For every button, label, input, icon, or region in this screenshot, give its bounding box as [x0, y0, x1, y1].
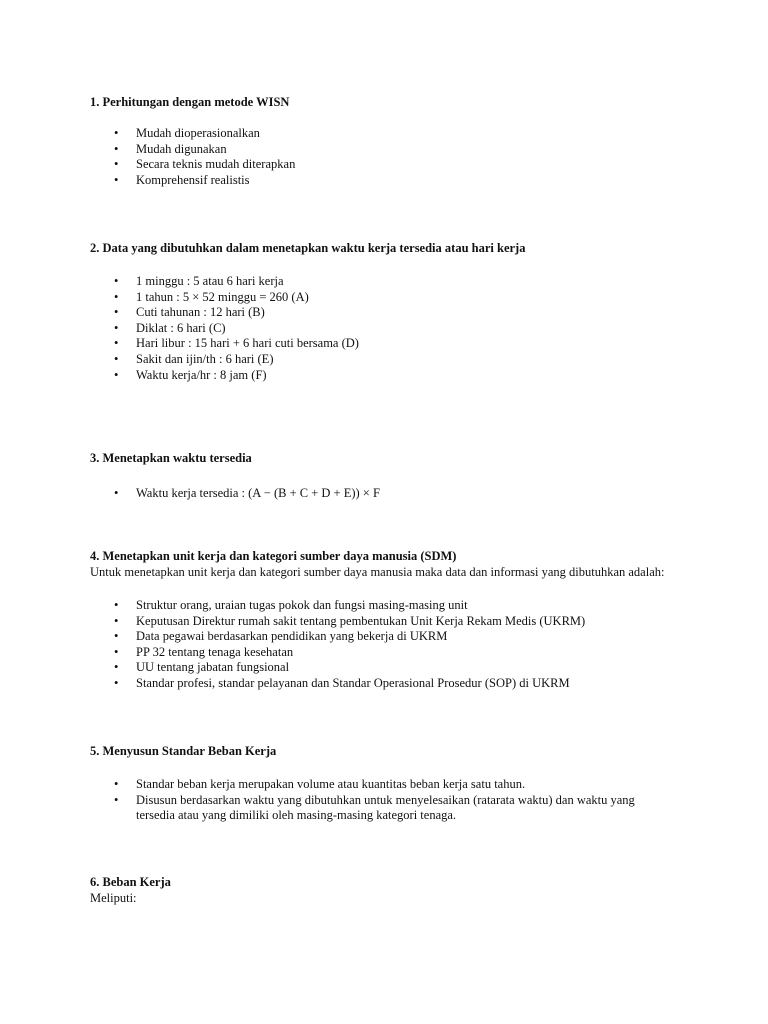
bullet-list	[114, 598, 714, 692]
bullet-icon: •	[114, 613, 119, 628]
bullet-icon: •	[114, 486, 119, 500]
section-heading: 2. Data yang dibutuhkan dalam menetapkan waktu kerja tersedia atau hari kerja	[90, 241, 526, 255]
bullet-list	[114, 486, 714, 502]
section-intro: Untuk menetapkan unit kerja dan kategori sumber daya manusia maka data dan informasi yang dibutuhkan adalah:	[90, 565, 665, 579]
list-item: • PP 32 tentang tenaga kesehatan	[114, 644, 294, 659]
list-item: • Standar profesi, standar pelayanan dan Standar Operasional Prosedur (SOP) di UKRM	[114, 675, 570, 690]
bullet-icon: •	[114, 157, 119, 172]
bullet-icon: •	[114, 792, 119, 807]
list-item: • Komprehensif realistis	[114, 172, 250, 187]
bullet-icon: •	[114, 351, 119, 366]
section-heading: 6. Beban Kerja	[90, 875, 171, 889]
bullet-icon: •	[114, 274, 119, 288]
bullet-icon: •	[114, 644, 119, 659]
section-heading: 1. Perhitungan dengan metode WISN	[90, 95, 290, 109]
list-item: • Sakit dan ijin/th : 6 hari (E)	[114, 351, 274, 366]
list-item: • Mudah dioperasionalkan	[114, 126, 260, 140]
list-item: • Diklat : 6 hari (C)	[114, 320, 226, 335]
section-heading: 3. Menetapkan waktu tersedia	[90, 451, 252, 465]
list-item: • 1 minggu : 5 atau 6 hari kerja	[114, 274, 284, 288]
bullet-icon: •	[114, 777, 119, 791]
list-item: • Cuti tahunan : 12 hari (B)	[114, 305, 265, 320]
list-item: • Waktu kerja tersedia : (A − (B + C + D + E)) × F	[114, 486, 380, 500]
section-6	[90, 874, 730, 906]
section-5	[90, 743, 730, 759]
bullet-icon: •	[114, 172, 119, 187]
list-item: • Mudah digunakan	[114, 141, 227, 156]
list-item: • Disusun berdasarkan waktu yang dibutuhkan untuk menyelesaikan (ratarata waktu) dan waktu yang tersedia atau yang dimiliki oleh masing-masing kategori tenaga.	[114, 792, 635, 823]
bullet-list	[114, 274, 714, 383]
bullet-icon: •	[114, 629, 119, 644]
section-heading: 5. Menyusun Standar Beban Kerja	[90, 744, 277, 758]
list-item: • Secara teknis mudah diterapkan	[114, 157, 296, 172]
section-intro: Meliputi:	[90, 891, 137, 905]
bullet-icon: •	[114, 305, 119, 320]
list-item: • Data pegawai berdasarkan pendidikan yang bekerja di UKRM	[114, 629, 448, 644]
list-item: • Keputusan Direktur rumah sakit tentang pembentukan Unit Kerja Rekam Medis (UKRM)	[114, 613, 586, 628]
list-item: • UU tentang jabatan fungsional	[114, 660, 290, 675]
bullet-icon: •	[114, 126, 119, 140]
bullet-icon: •	[114, 598, 119, 612]
section-1	[90, 94, 730, 110]
bullet-icon: •	[114, 367, 119, 382]
list-item: • Waktu kerja/hr : 8 jam (F)	[114, 367, 267, 382]
list-item: • Standar beban kerja merupakan volume atau kuantitas beban kerja satu tahun.	[114, 777, 526, 791]
list-item: • 1 tahun : 5 × 52 minggu = 260 (A)	[114, 289, 309, 304]
bullet-icon: •	[114, 141, 119, 156]
bullet-icon: •	[114, 289, 119, 304]
section-3	[90, 450, 730, 466]
section-4	[90, 548, 730, 580]
section-heading: 4. Menetapkan unit kerja dan kategori sumber daya manusia (SDM)	[90, 549, 457, 563]
section-2	[90, 240, 730, 256]
bullet-icon: •	[114, 675, 119, 690]
bullet-list	[114, 126, 714, 188]
bullet-icon: •	[114, 336, 119, 351]
bullet-icon: •	[114, 320, 119, 335]
list-item: • Struktur orang, uraian tugas pokok dan fungsi masing-masing unit	[114, 598, 468, 612]
bullet-list	[114, 777, 674, 824]
list-item: • Hari libur : 15 hari + 6 hari cuti bersama (D)	[114, 336, 359, 351]
bullet-icon: •	[114, 660, 119, 675]
